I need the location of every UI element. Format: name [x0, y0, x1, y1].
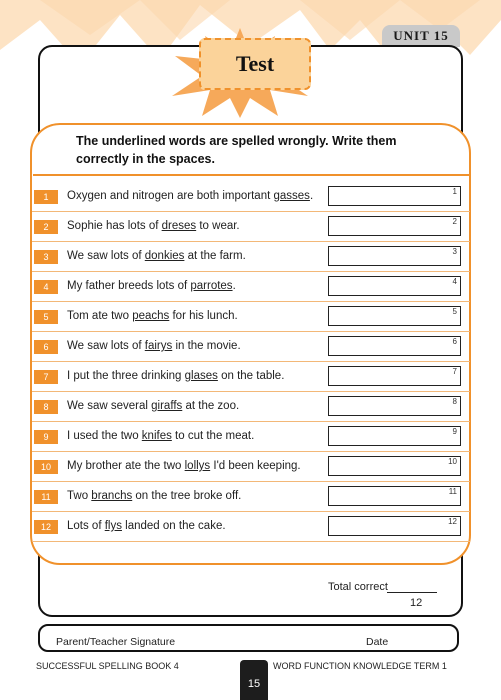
answer-box[interactable] [328, 366, 461, 386]
answer-box-number: 10 [448, 457, 457, 466]
sentence-end: to wear. [196, 220, 240, 232]
date-label: Date [366, 636, 389, 648]
question-row [32, 182, 470, 212]
sentence-end: in the movie. [172, 340, 241, 352]
page-number: 15 [247, 678, 261, 690]
unit-tab: UNIT 15 [382, 25, 460, 47]
sentence-start: My father breeds lots of [67, 280, 191, 292]
question-row [32, 452, 470, 482]
question-row [32, 482, 470, 512]
misspelled-word: lollys [184, 460, 211, 472]
question-row [32, 362, 470, 392]
sentence-end: landed on the cake. [121, 520, 226, 532]
sentence-end: at the zoo. [182, 400, 240, 412]
signature-label: Parent/Teacher Signature [56, 636, 176, 648]
question-sentence [67, 460, 301, 472]
question-number: 4 [34, 280, 58, 294]
answer-box[interactable] [328, 186, 461, 206]
answer-box-number: 9 [452, 427, 457, 436]
answer-box[interactable] [328, 396, 461, 416]
question-row [32, 242, 470, 272]
answer-box[interactable] [328, 306, 461, 326]
question-number: 1 [34, 190, 58, 204]
sentence-start: Oxygen and nitrogen are both important [67, 190, 274, 202]
answer-box-number: 11 [448, 487, 457, 496]
answer-box-number: 6 [452, 337, 457, 346]
answer-box-number: 7 [452, 367, 457, 376]
question-sentence [67, 370, 284, 382]
answer-box[interactable] [328, 216, 461, 236]
misspelled-word: giraffs [151, 400, 183, 412]
answer-box[interactable] [328, 276, 461, 296]
sentence-start: My brother ate the two [67, 460, 185, 472]
sentence-start: We saw lots of [67, 340, 145, 352]
sentence-start: Lots of [67, 520, 105, 532]
misspelled-word: knifes [141, 430, 172, 442]
misspelled-word: peachs [132, 310, 170, 322]
misspelled-word: gasses [273, 190, 310, 202]
question-sentence [67, 250, 246, 262]
answer-box[interactable] [328, 456, 461, 476]
answer-box-number: 12 [448, 517, 457, 526]
question-number: 12 [34, 520, 58, 534]
misspelled-word: parrotes [190, 280, 233, 292]
sentence-start: Sophie has lots of [67, 220, 162, 232]
total-correct-line[interactable] [387, 592, 437, 593]
question-sentence [67, 310, 238, 322]
misspelled-word: flys [104, 520, 122, 532]
answer-box-number: 8 [452, 397, 457, 406]
answer-box[interactable] [328, 426, 461, 446]
instruction-line-1: The underlined words are spelled wrongly. Write them [76, 134, 397, 148]
sentence-start: Two [67, 490, 92, 502]
question-sentence [67, 340, 241, 352]
sentence-end: I'd been keeping. [210, 460, 301, 472]
question-row [32, 332, 470, 362]
total-correct-label: Total correct [328, 581, 388, 593]
question-sentence [67, 490, 241, 502]
misspelled-word: donkies [144, 250, 185, 262]
instructions [76, 132, 436, 168]
sentence-start: We saw several [67, 400, 152, 412]
question-number: 7 [34, 370, 58, 384]
sentence-start: I put the three drinking [67, 370, 185, 382]
misspelled-word: glases [184, 370, 218, 382]
sentence-end: on the table. [217, 370, 285, 382]
page-title: Test [235, 51, 275, 76]
answer-box-number: 2 [452, 217, 457, 226]
misspelled-word: branchs [91, 490, 133, 502]
question-number: 9 [34, 430, 58, 444]
question-number: 6 [34, 340, 58, 354]
answer-box-number: 1 [452, 187, 457, 196]
question-number: 5 [34, 310, 58, 324]
question-sentence [67, 220, 240, 232]
answer-box-number: 5 [452, 307, 457, 316]
misspelled-word: fairys [144, 340, 173, 352]
sentence-start: I used the two [67, 430, 142, 442]
sentence-end: . [232, 280, 236, 292]
question-sentence [67, 190, 313, 202]
sentence-end: . [309, 190, 314, 202]
misspelled-word: dreses [161, 220, 197, 232]
question-number: 8 [34, 400, 58, 414]
sentence-start: We saw lots of [67, 250, 145, 262]
sentence-start: Tom ate two [67, 310, 133, 322]
instruction-line-2: correctly in the spaces. [76, 152, 215, 166]
answer-box[interactable] [328, 336, 461, 356]
question-row [32, 272, 470, 302]
panel-divider [33, 174, 469, 176]
sentence-end: to cut the meat. [171, 430, 255, 442]
question-row [32, 212, 470, 242]
question-number: 2 [34, 220, 58, 234]
row-divider [32, 541, 470, 542]
question-number: 11 [34, 490, 58, 504]
footer-section: WORD FUNCTION KNOWLEDGE TERM 1 [273, 661, 447, 671]
question-sentence [67, 400, 239, 412]
page-number-tab [240, 660, 268, 700]
question-sentence [67, 430, 254, 442]
sentence-end: on the tree broke off. [132, 490, 242, 502]
answer-box[interactable] [328, 246, 461, 266]
answer-box[interactable] [328, 486, 461, 506]
question-number: 10 [34, 460, 58, 474]
total-out-of: 12 [410, 597, 423, 609]
answer-box-number: 4 [452, 277, 457, 286]
answer-box[interactable] [328, 516, 461, 536]
question-row [32, 392, 470, 422]
question-sentence [67, 520, 226, 532]
question-row [32, 422, 470, 452]
question-row [32, 512, 470, 542]
answer-box-number: 3 [452, 247, 457, 256]
sentence-end: for his lunch. [169, 310, 238, 322]
question-number: 3 [34, 250, 58, 264]
question-sentence [67, 280, 236, 292]
question-row [32, 302, 470, 332]
footer-book-title: SUCCESSFUL SPELLING BOOK 4 [36, 661, 179, 671]
sentence-end: at the farm. [184, 250, 246, 262]
